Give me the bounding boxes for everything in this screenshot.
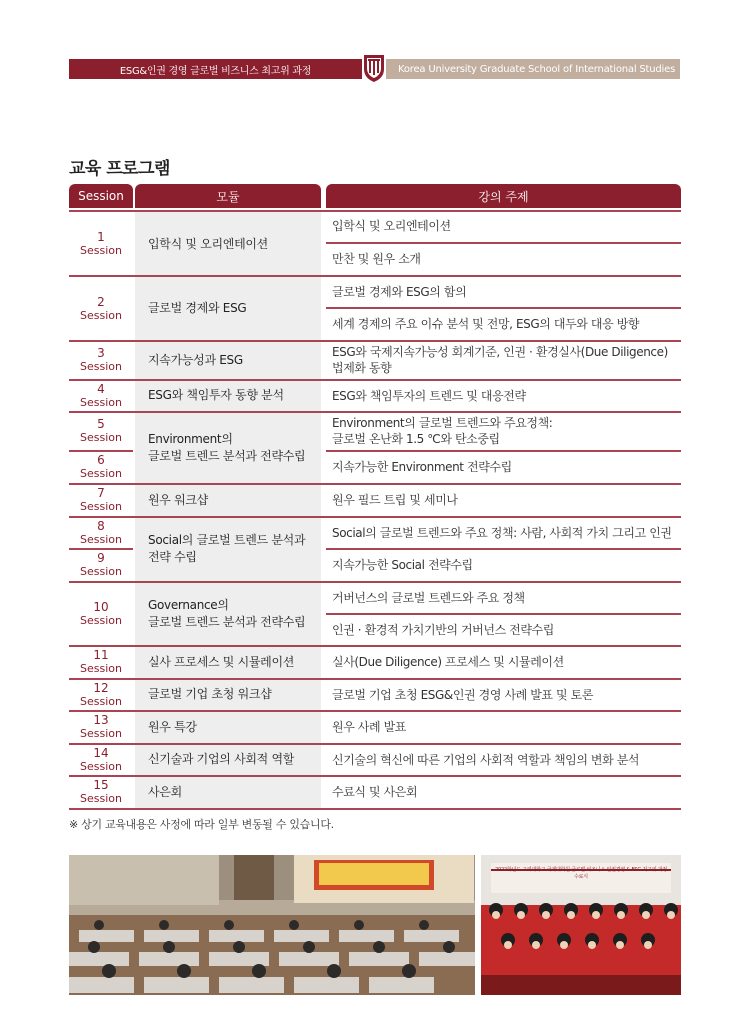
session-cell: 10 Session xyxy=(80,599,122,627)
row-divider xyxy=(326,613,681,615)
header-school-name: Korea University Graduate School of International Studies xyxy=(386,59,680,79)
module-cell: 신기술과 기업의 사회적 역할 xyxy=(135,744,321,775)
row-divider xyxy=(69,516,681,518)
topic-cell: 거버넌스의 글로벌 트렌드와 주요 정책 xyxy=(332,590,525,605)
topic-cell: ESG와 국제지속가능성 회계기준, 인권 · 환경실사(Due Diligence) 법제화 동향 xyxy=(332,345,668,375)
session-cell: 6 Session xyxy=(80,453,122,480)
row-divider xyxy=(69,808,681,810)
module-cell: ESG와 책임투자 동향 분석 xyxy=(135,380,321,411)
graduation-group-photo xyxy=(481,855,681,995)
module-cell: 글로벌 기업 초청 워크샵 xyxy=(135,679,321,710)
row-divider xyxy=(69,483,681,485)
university-crest-icon xyxy=(362,53,386,83)
session-cell: 7 Session xyxy=(80,486,122,513)
row-divider xyxy=(69,548,133,550)
row-divider xyxy=(69,210,681,212)
session-cell: 11 Session xyxy=(80,648,122,675)
row-divider xyxy=(69,379,681,381)
row-divider xyxy=(69,743,681,745)
header-course-title: ESG&인권 경영 글로벌 비즈니스 최고위 과정 xyxy=(69,59,362,79)
row-divider xyxy=(69,450,133,452)
column-header-topic: 강의 주제 xyxy=(326,184,681,208)
module-cell: Environment의 글로벌 트렌드 분석과 전략수립 xyxy=(135,412,321,483)
topic-cell: 글로벌 기업 초청 ESG&인권 경영 사례 발표 및 토론 xyxy=(332,687,594,702)
module-cell: 글로벌 경제와 ESG xyxy=(135,277,321,340)
topic-cell: 원우 사례 발표 xyxy=(332,720,406,734)
row-divider xyxy=(326,548,681,550)
topic-cell: 수료식 및 사은회 xyxy=(332,785,418,799)
disclaimer-note: ※ 상기 교육내용은 사정에 따라 일부 변동될 수 있습니다. xyxy=(69,818,334,831)
module-cell: 원우 워크샵 xyxy=(135,484,321,516)
row-divider xyxy=(69,275,681,277)
module-cell: 지속가능성과 ESG xyxy=(135,341,321,379)
row-divider xyxy=(326,307,681,309)
topic-cell: Social의 글로벌 트렌드와 주요 정책: 사람, 사회적 가치 그리고 인권 xyxy=(332,525,672,540)
topic-cell: Environment의 글로벌 트렌드와 주요정책: 글로벌 온난화 1.5 ℃와 탄소중립 xyxy=(332,416,553,446)
row-divider xyxy=(69,581,681,583)
session-cell: 14 Session xyxy=(80,745,122,773)
topic-cell: 인권 · 환경적 가치기반의 거버넌스 전략수립 xyxy=(332,622,554,637)
module-cell: Governance의 글로벌 트렌드 분석과 전략수립 xyxy=(135,582,321,645)
column-header-session: Session xyxy=(69,184,133,208)
row-divider xyxy=(69,340,681,342)
topic-cell: 글로벌 경제와 ESG의 함의 xyxy=(332,284,467,299)
row-divider xyxy=(69,678,681,680)
row-divider xyxy=(69,645,681,647)
topic-cell: ESG와 책임투자의 트렌드 및 대응전략 xyxy=(332,388,526,403)
module-cell: 사은회 xyxy=(135,776,321,808)
section-title: 교육 프로그램 xyxy=(69,159,170,179)
session-cell: 3 Session xyxy=(80,346,122,373)
session-cell: 1 Session xyxy=(80,230,122,257)
row-divider xyxy=(69,710,681,712)
session-cell: 12 Session xyxy=(80,680,122,708)
session-cell: 15 Session xyxy=(80,778,122,805)
module-cell: 실사 프로세스 및 시뮬레이션 xyxy=(135,646,321,678)
row-divider xyxy=(69,775,681,777)
session-cell: 8 Session xyxy=(80,518,122,546)
session-cell: 9 Session xyxy=(80,551,122,578)
photo-banner-caption: 2022학년도 고려대학교 국제대학원 글로벌 비즈니스 인권경영 & ESG 최고위 과정 수료식 xyxy=(494,867,667,880)
topic-cell: 지속가능한 Environment 전략수립 xyxy=(332,460,512,474)
session-cell: 5 Session xyxy=(80,417,122,444)
module-cell: Social의 글로벌 트렌드 분석과 전략 수립 xyxy=(135,517,321,581)
topic-cell: 실사(Due Diligence) 프로세스 및 시뮬레이션 xyxy=(332,655,564,669)
lecture-hall-photo xyxy=(69,855,475,995)
row-divider xyxy=(326,242,681,244)
topic-cell: 입학식 및 오리엔테이션 xyxy=(332,219,451,233)
topic-cell: 지속가능한 Social 전략수립 xyxy=(332,558,473,572)
column-header-module: 모듈 xyxy=(135,184,321,208)
row-divider xyxy=(326,450,681,452)
topic-cell: 만찬 및 원우 소개 xyxy=(332,252,421,266)
row-divider xyxy=(69,411,681,413)
module-cell: 원우 특강 xyxy=(135,711,321,743)
topic-cell: 원우 필드 트립 및 세미나 xyxy=(332,493,458,507)
topic-cell: 신기술의 혁신에 따른 기업의 사회적 역할과 책임의 변화 분석 xyxy=(332,752,640,767)
session-cell: 4 Session xyxy=(80,381,122,409)
session-cell: 13 Session xyxy=(80,713,122,740)
topic-cell: 세계 경제의 주요 이슈 분석 및 전망, ESG의 대두와 대응 방향 xyxy=(332,317,640,331)
session-cell: 2 Session xyxy=(80,294,122,322)
module-cell: 입학식 및 오리엔테이션 xyxy=(135,212,321,276)
